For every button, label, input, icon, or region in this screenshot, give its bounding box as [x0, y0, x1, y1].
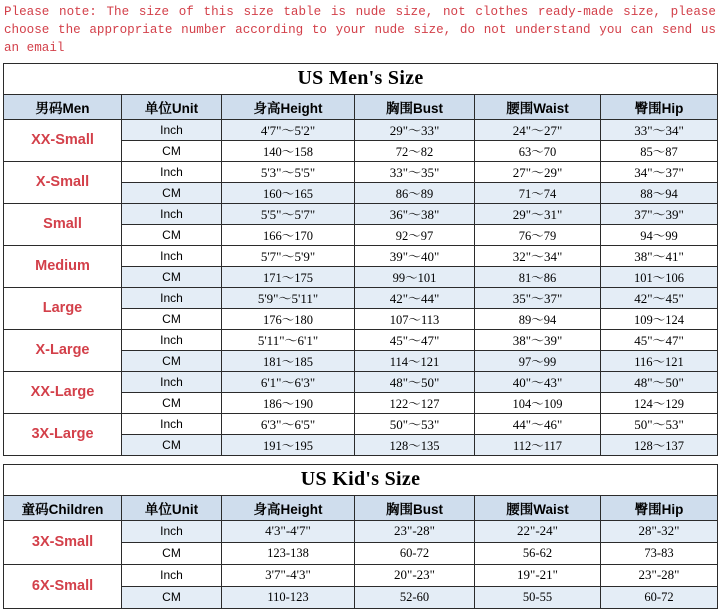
unit-label: CM: [122, 392, 222, 413]
hip-value: 109～124: [601, 308, 718, 329]
hip-value: 48"～50": [601, 371, 718, 392]
height-value: 5'9"～5'11": [222, 287, 355, 308]
height-value: 191～195: [222, 434, 355, 455]
waist-value: 22"-24": [475, 520, 601, 542]
bust-value: 60-72: [355, 542, 475, 564]
kids-title-row: [4, 464, 718, 495]
mens-header-height: 身高Height: [222, 94, 355, 119]
hip-value: 38"～41": [601, 245, 718, 266]
kids-header-hip: 臀围Hip: [601, 495, 718, 520]
waist-value: 40"～43": [475, 371, 601, 392]
table-row: [4, 203, 718, 224]
unit-label: CM: [122, 140, 222, 161]
bust-value: 20"-23": [355, 564, 475, 586]
hip-value: 23"-28": [601, 564, 718, 586]
hip-value: 28"-32": [601, 520, 718, 542]
unit-label: Inch: [122, 371, 222, 392]
waist-value: 29"～31": [475, 203, 601, 224]
kids-header-unit: 单位Unit: [122, 495, 222, 520]
waist-value: 27"～29": [475, 161, 601, 182]
unit-label: Inch: [122, 245, 222, 266]
height-value: 171～175: [222, 266, 355, 287]
hip-value: 73-83: [601, 542, 718, 564]
kids-header-row: [4, 495, 718, 520]
height-value: 5'11"～6'1": [222, 329, 355, 350]
height-value: 3'7"-4'3": [222, 564, 355, 586]
table-row: [4, 520, 718, 542]
hip-value: 88～94: [601, 182, 718, 203]
mens-size-name: Small: [4, 203, 122, 245]
height-value: 5'7"～5'9": [222, 245, 355, 266]
waist-value: 44"～46": [475, 413, 601, 434]
bust-value: 99～101: [355, 266, 475, 287]
bust-value: 52-60: [355, 586, 475, 608]
bust-value: 48"～50": [355, 371, 475, 392]
hip-value: 124～129: [601, 392, 718, 413]
waist-value: 50-55: [475, 586, 601, 608]
mens-header-unit: 单位Unit: [122, 94, 222, 119]
unit-label: Inch: [122, 119, 222, 140]
unit-label: Inch: [122, 203, 222, 224]
unit-label: CM: [122, 266, 222, 287]
mens-size-name: XX-Large: [4, 371, 122, 413]
unit-label: CM: [122, 350, 222, 371]
height-value: 186～190: [222, 392, 355, 413]
hip-value: 101～106: [601, 266, 718, 287]
table-row: [4, 329, 718, 350]
height-value: 5'5"～5'7": [222, 203, 355, 224]
mens-title-row: [4, 63, 718, 94]
height-value: 181～185: [222, 350, 355, 371]
waist-value: 104～109: [475, 392, 601, 413]
mens-header-size: 男码Men: [4, 94, 122, 119]
hip-value: 85～87: [601, 140, 718, 161]
mens-header-bust: 胸围Bust: [355, 94, 475, 119]
unit-label: Inch: [122, 520, 222, 542]
bust-value: 23"-28": [355, 520, 475, 542]
kids-header-height: 身高Height: [222, 495, 355, 520]
bust-value: 45"～47": [355, 329, 475, 350]
hip-value: 116～121: [601, 350, 718, 371]
height-value: 6'1"～6'3": [222, 371, 355, 392]
unit-label: Inch: [122, 564, 222, 586]
mens-header-hip: 臀围Hip: [601, 94, 718, 119]
waist-value: 97～99: [475, 350, 601, 371]
bust-value: 29"～33": [355, 119, 475, 140]
height-value: 140～158: [222, 140, 355, 161]
notice-text: Please note: The size of this size table is nude size, not clothes ready-made size, please choose the appropriate number according to your nude size, do not understand you can send us an email: [4, 5, 716, 55]
hip-value: 45"～47": [601, 329, 718, 350]
table-row: [4, 161, 718, 182]
waist-value: 56-62: [475, 542, 601, 564]
waist-value: 63～70: [475, 140, 601, 161]
mens-size-name: Large: [4, 287, 122, 329]
mens-size-name: 3X-Large: [4, 413, 122, 455]
mens-header-row: [4, 94, 718, 119]
table-row: [4, 287, 718, 308]
hip-value: 33"～34": [601, 119, 718, 140]
height-value: 110-123: [222, 586, 355, 608]
unit-label: Inch: [122, 287, 222, 308]
bust-value: 72～82: [355, 140, 475, 161]
bust-value: 92～97: [355, 224, 475, 245]
unit-label: Inch: [122, 329, 222, 350]
height-value: 6'3"～6'5": [222, 413, 355, 434]
waist-value: 81～86: [475, 266, 601, 287]
hip-value: 50"～53": [601, 413, 718, 434]
mens-size-name: X-Large: [4, 329, 122, 371]
kids-header-bust: 胸围Bust: [355, 495, 475, 520]
waist-value: 38"～39": [475, 329, 601, 350]
waist-value: 76～79: [475, 224, 601, 245]
unit-label: CM: [122, 542, 222, 564]
kids-size-table: [3, 464, 718, 609]
height-value: 4'7"～5'2": [222, 119, 355, 140]
unit-label: CM: [122, 586, 222, 608]
hip-value: 42"～45": [601, 287, 718, 308]
hip-value: 34"～37": [601, 161, 718, 182]
bust-value: 128～135: [355, 434, 475, 455]
waist-value: 35"～37": [475, 287, 601, 308]
kids-size-name: 6X-Small: [4, 564, 122, 608]
height-value: 123-138: [222, 542, 355, 564]
mens-size-name: X-Small: [4, 161, 122, 203]
unit-label: CM: [122, 308, 222, 329]
bust-value: 114～121: [355, 350, 475, 371]
bust-value: 42"～44": [355, 287, 475, 308]
mens-size-name: XX-Small: [4, 119, 122, 161]
height-value: 4'3"-4'7": [222, 520, 355, 542]
bust-value: 50"～53": [355, 413, 475, 434]
bust-value: 39"～40": [355, 245, 475, 266]
mens-size-table: [3, 63, 718, 456]
hip-value: 60-72: [601, 586, 718, 608]
unit-label: CM: [122, 434, 222, 455]
height-value: 5'3"～5'5": [222, 161, 355, 182]
waist-value: 89～94: [475, 308, 601, 329]
bust-value: 33"～35": [355, 161, 475, 182]
bust-value: 86～89: [355, 182, 475, 203]
height-value: 166～170: [222, 224, 355, 245]
mens-header-waist: 腰围Waist: [475, 94, 601, 119]
waist-value: 32"～34": [475, 245, 601, 266]
height-value: 160～165: [222, 182, 355, 203]
kids-table-title: US Kid's Size: [4, 464, 718, 495]
table-row: [4, 564, 718, 586]
bust-value: 122～127: [355, 392, 475, 413]
waist-value: 19"-21": [475, 564, 601, 586]
mens-table-title: US Men's Size: [4, 63, 718, 94]
unit-label: CM: [122, 224, 222, 245]
bust-value: 107～113: [355, 308, 475, 329]
unit-label: CM: [122, 182, 222, 203]
kids-header-size: 童码Children: [4, 495, 122, 520]
hip-value: 37"～39": [601, 203, 718, 224]
waist-value: 71～74: [475, 182, 601, 203]
table-row: [4, 119, 718, 140]
bust-value: 36"～38": [355, 203, 475, 224]
table-row: [4, 245, 718, 266]
mens-size-name: Medium: [4, 245, 122, 287]
kids-size-name: 3X-Small: [4, 520, 122, 564]
waist-value: 112～117: [475, 434, 601, 455]
height-value: 176～180: [222, 308, 355, 329]
unit-label: Inch: [122, 413, 222, 434]
table-row: [4, 413, 718, 434]
kids-header-waist: 腰围Waist: [475, 495, 601, 520]
table-row: [4, 371, 718, 392]
hip-value: 94～99: [601, 224, 718, 245]
waist-value: 24"～27": [475, 119, 601, 140]
unit-label: Inch: [122, 161, 222, 182]
hip-value: 128～137: [601, 434, 718, 455]
